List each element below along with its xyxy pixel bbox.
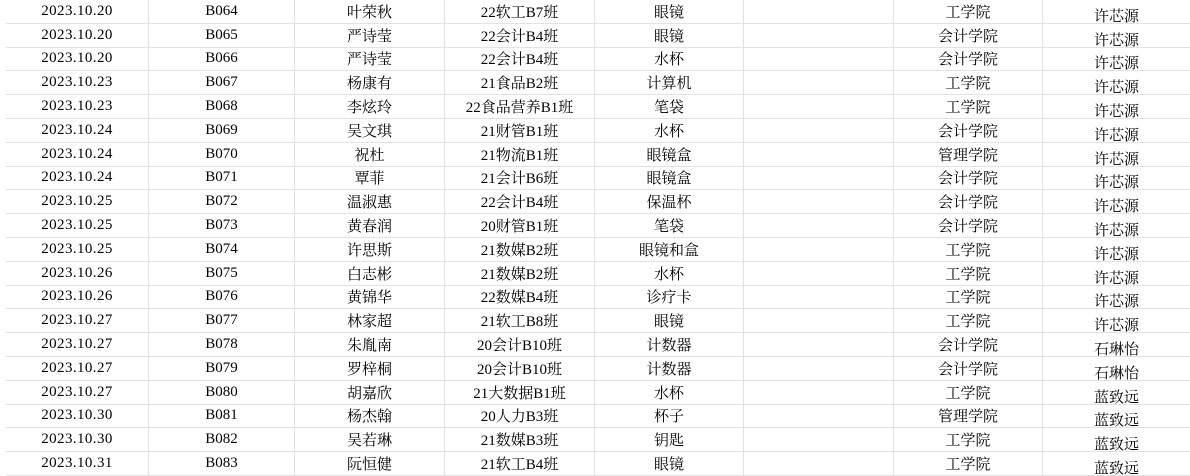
cell-item[interactable]: 保温杯 <box>595 190 744 214</box>
cell-date[interactable]: 2023.10.20 <box>6 24 149 48</box>
cell-class[interactable]: 21财管B1班 <box>445 119 595 143</box>
cell-student-name[interactable]: 祝杜 <box>295 143 445 167</box>
cell-item[interactable]: 眼镜和盒 <box>595 238 744 262</box>
cell-student-name[interactable]: 覃菲 <box>295 167 445 191</box>
cell-empty[interactable] <box>744 238 894 262</box>
cell-student-name[interactable]: 杨杰翰 <box>295 405 445 429</box>
cell-record-id[interactable]: B083 <box>149 452 295 476</box>
cell-college[interactable]: 工学院 <box>894 238 1043 262</box>
cell-item[interactable]: 笔袋 <box>595 95 744 119</box>
cell-college[interactable]: 工学院 <box>894 381 1043 405</box>
cell-handler[interactable]: 许芯源 <box>1043 167 1190 191</box>
cell-empty[interactable] <box>744 452 894 476</box>
cell-record-id[interactable]: B073 <box>149 214 295 238</box>
cell-student-name[interactable]: 黄春润 <box>295 214 445 238</box>
cell-empty[interactable] <box>744 0 894 24</box>
cell-empty[interactable] <box>744 48 894 72</box>
cell-handler[interactable]: 许芯源 <box>1043 24 1190 48</box>
cell-handler[interactable]: 石琳怡 <box>1043 357 1190 381</box>
cell-date[interactable]: 2023.10.27 <box>6 381 149 405</box>
cell-handler[interactable]: 许芯源 <box>1043 190 1190 214</box>
cell-handler[interactable]: 许芯源 <box>1043 71 1190 95</box>
cell-item[interactable]: 水杯 <box>595 48 744 72</box>
cell-record-id[interactable]: B076 <box>149 286 295 310</box>
cell-empty[interactable] <box>744 71 894 95</box>
cell-item[interactable]: 眼镜盒 <box>595 143 744 167</box>
cell-record-id[interactable]: B068 <box>149 95 295 119</box>
cell-handler[interactable]: 蓝致远 <box>1043 381 1190 405</box>
cell-item[interactable]: 杯子 <box>595 405 744 429</box>
cell-date[interactable]: 2023.10.24 <box>6 143 149 167</box>
cell-empty[interactable] <box>744 309 894 333</box>
cell-date[interactable]: 2023.10.25 <box>6 214 149 238</box>
cell-date[interactable]: 2023.10.26 <box>6 262 149 286</box>
cell-empty[interactable] <box>744 357 894 381</box>
cell-record-id[interactable]: B075 <box>149 262 295 286</box>
cell-college[interactable]: 工学院 <box>894 71 1043 95</box>
cell-empty[interactable] <box>744 381 894 405</box>
cell-date[interactable]: 2023.10.23 <box>6 95 149 119</box>
cell-class[interactable]: 20财管B1班 <box>445 214 595 238</box>
cell-student-name[interactable]: 黄锦华 <box>295 286 445 310</box>
cell-empty[interactable] <box>744 428 894 452</box>
cell-empty[interactable] <box>744 262 894 286</box>
cell-handler[interactable]: 许芯源 <box>1043 119 1190 143</box>
cell-handler[interactable]: 许芯源 <box>1043 262 1190 286</box>
cell-student-name[interactable]: 温淑惠 <box>295 190 445 214</box>
cell-empty[interactable] <box>744 143 894 167</box>
cell-student-name[interactable]: 白志彬 <box>295 262 445 286</box>
cell-handler[interactable]: 蓝致远 <box>1043 428 1190 452</box>
cell-record-id[interactable]: B065 <box>149 24 295 48</box>
cell-student-name[interactable]: 许思斯 <box>295 238 445 262</box>
cell-record-id[interactable]: B071 <box>149 167 295 191</box>
cell-empty[interactable] <box>744 95 894 119</box>
cell-class[interactable]: 21食品B2班 <box>445 71 595 95</box>
cell-student-name[interactable]: 朱胤南 <box>295 333 445 357</box>
cell-item[interactable]: 水杯 <box>595 262 744 286</box>
cell-item[interactable]: 计算机 <box>595 71 744 95</box>
cell-record-id[interactable]: B070 <box>149 143 295 167</box>
cell-date[interactable]: 2023.10.24 <box>6 167 149 191</box>
cell-date[interactable]: 2023.10.30 <box>6 405 149 429</box>
cell-handler[interactable]: 蓝致远 <box>1043 452 1190 476</box>
cell-class[interactable]: 21物流B1班 <box>445 143 595 167</box>
cell-date[interactable]: 2023.10.27 <box>6 309 149 333</box>
cell-item[interactable]: 水杯 <box>595 381 744 405</box>
cell-college[interactable]: 会计学院 <box>894 333 1043 357</box>
cell-empty[interactable] <box>744 24 894 48</box>
cell-student-name[interactable]: 阮恒健 <box>295 452 445 476</box>
cell-class[interactable]: 22会计B4班 <box>445 24 595 48</box>
cell-college[interactable]: 管理学院 <box>894 143 1043 167</box>
cell-item[interactable]: 眼镜 <box>595 309 744 333</box>
cell-date[interactable]: 2023.10.24 <box>6 119 149 143</box>
cell-class[interactable]: 21软工B8班 <box>445 309 595 333</box>
cell-record-id[interactable]: B072 <box>149 190 295 214</box>
cell-class[interactable]: 22食品营养B1班 <box>445 95 595 119</box>
cell-class[interactable]: 21大数据B1班 <box>445 381 595 405</box>
cell-student-name[interactable]: 严诗莹 <box>295 48 445 72</box>
cell-college[interactable]: 会计学院 <box>894 357 1043 381</box>
cell-class[interactable]: 21会计B6班 <box>445 167 595 191</box>
cell-record-id[interactable]: B079 <box>149 357 295 381</box>
cell-record-id[interactable]: B081 <box>149 405 295 429</box>
cell-college[interactable]: 工学院 <box>894 95 1043 119</box>
cell-record-id[interactable]: B074 <box>149 238 295 262</box>
cell-empty[interactable] <box>744 286 894 310</box>
cell-item[interactable]: 诊疗卡 <box>595 286 744 310</box>
cell-date[interactable]: 2023.10.31 <box>6 452 149 476</box>
cell-student-name[interactable]: 严诗莹 <box>295 24 445 48</box>
cell-record-id[interactable]: B069 <box>149 119 295 143</box>
cell-class[interactable]: 22会计B4班 <box>445 190 595 214</box>
cell-student-name[interactable]: 吴若琳 <box>295 428 445 452</box>
cell-college[interactable]: 工学院 <box>894 452 1043 476</box>
cell-item[interactable]: 眼镜盒 <box>595 167 744 191</box>
cell-student-name[interactable]: 罗梓桐 <box>295 357 445 381</box>
cell-empty[interactable] <box>744 119 894 143</box>
cell-item[interactable]: 钥匙 <box>595 428 744 452</box>
cell-date[interactable]: 2023.10.23 <box>6 71 149 95</box>
cell-student-name[interactable]: 杨康有 <box>295 71 445 95</box>
cell-handler[interactable]: 蓝致远 <box>1043 405 1190 429</box>
cell-handler[interactable]: 许芯源 <box>1043 143 1190 167</box>
cell-handler[interactable]: 石琳怡 <box>1043 333 1190 357</box>
cell-date[interactable]: 2023.10.20 <box>6 0 149 24</box>
cell-class[interactable]: 21软工B4班 <box>445 452 595 476</box>
cell-empty[interactable] <box>744 167 894 191</box>
cell-college[interactable]: 会计学院 <box>894 214 1043 238</box>
cell-college[interactable]: 工学院 <box>894 286 1043 310</box>
cell-class[interactable]: 22软工B7班 <box>445 0 595 24</box>
cell-date[interactable]: 2023.10.27 <box>6 357 149 381</box>
cell-date[interactable]: 2023.10.26 <box>6 286 149 310</box>
cell-record-id[interactable]: B064 <box>149 0 295 24</box>
cell-date[interactable]: 2023.10.30 <box>6 428 149 452</box>
cell-class[interactable]: 21数媒B2班 <box>445 238 595 262</box>
cell-class[interactable]: 20会计B10班 <box>445 333 595 357</box>
cell-college[interactable]: 管理学院 <box>894 405 1043 429</box>
cell-class[interactable]: 21数媒B2班 <box>445 262 595 286</box>
cell-college[interactable]: 会计学院 <box>894 119 1043 143</box>
cell-handler[interactable]: 许芯源 <box>1043 238 1190 262</box>
cell-item[interactable]: 眼镜 <box>595 0 744 24</box>
cell-college[interactable]: 会计学院 <box>894 167 1043 191</box>
cell-class[interactable]: 20人力B3班 <box>445 405 595 429</box>
cell-student-name[interactable]: 胡嘉欣 <box>295 381 445 405</box>
cell-empty[interactable] <box>744 333 894 357</box>
cell-handler[interactable]: 许芯源 <box>1043 95 1190 119</box>
cell-date[interactable]: 2023.10.27 <box>6 333 149 357</box>
cell-item[interactable]: 计数器 <box>595 357 744 381</box>
cell-college[interactable]: 会计学院 <box>894 48 1043 72</box>
cell-record-id[interactable]: B082 <box>149 428 295 452</box>
cell-empty[interactable] <box>744 190 894 214</box>
cell-date[interactable]: 2023.10.25 <box>6 190 149 214</box>
cell-class[interactable]: 21数媒B3班 <box>445 428 595 452</box>
cell-college[interactable]: 会计学院 <box>894 190 1043 214</box>
cell-item[interactable]: 眼镜 <box>595 24 744 48</box>
cell-item[interactable]: 眼镜 <box>595 452 744 476</box>
cell-empty[interactable] <box>744 405 894 429</box>
cell-college[interactable]: 工学院 <box>894 309 1043 333</box>
cell-item[interactable]: 笔袋 <box>595 214 744 238</box>
cell-handler[interactable]: 许芯源 <box>1043 0 1190 24</box>
cell-college[interactable]: 会计学院 <box>894 24 1043 48</box>
cell-date[interactable]: 2023.10.25 <box>6 238 149 262</box>
cell-record-id[interactable]: B078 <box>149 333 295 357</box>
cell-record-id[interactable]: B066 <box>149 48 295 72</box>
cell-handler[interactable]: 许芯源 <box>1043 286 1190 310</box>
cell-handler[interactable]: 许芯源 <box>1043 309 1190 333</box>
cell-record-id[interactable]: B067 <box>149 71 295 95</box>
cell-student-name[interactable]: 林家超 <box>295 309 445 333</box>
cell-handler[interactable]: 许芯源 <box>1043 214 1190 238</box>
cell-date[interactable]: 2023.10.20 <box>6 48 149 72</box>
cell-student-name[interactable]: 吴文琪 <box>295 119 445 143</box>
cell-item[interactable]: 水杯 <box>595 119 744 143</box>
cell-class[interactable]: 22数媒B4班 <box>445 286 595 310</box>
cell-handler[interactable]: 许芯源 <box>1043 48 1190 72</box>
cell-student-name[interactable]: 李炫玲 <box>295 95 445 119</box>
cell-record-id[interactable]: B077 <box>149 309 295 333</box>
cell-record-id[interactable]: B080 <box>149 381 295 405</box>
cell-college[interactable]: 工学院 <box>894 0 1043 24</box>
cell-college[interactable]: 工学院 <box>894 262 1043 286</box>
cell-empty[interactable] <box>744 214 894 238</box>
cell-class[interactable]: 22会计B4班 <box>445 48 595 72</box>
cell-item[interactable]: 计数器 <box>595 333 744 357</box>
cell-class[interactable]: 20会计B10班 <box>445 357 595 381</box>
cell-student-name[interactable]: 叶荣秋 <box>295 0 445 24</box>
cell-college[interactable]: 工学院 <box>894 428 1043 452</box>
